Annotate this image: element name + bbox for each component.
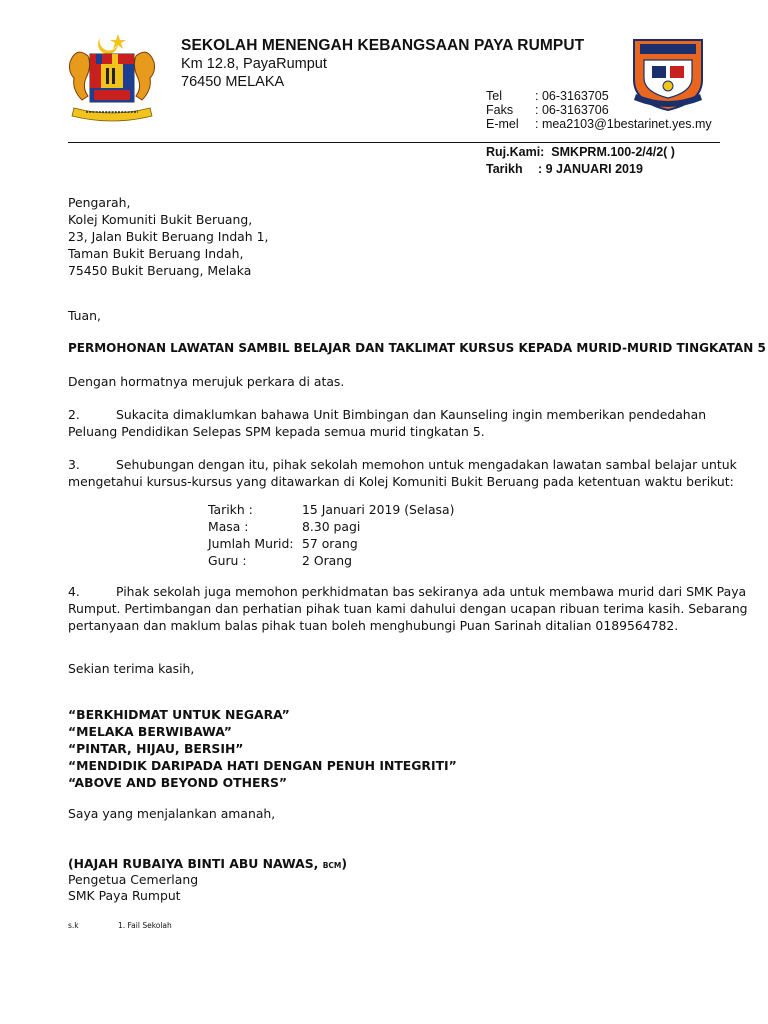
slogan-2: “MELAKA BERWIBAWA” xyxy=(68,724,232,739)
closing-line: Sekian terima kasih, xyxy=(68,661,195,676)
slogan-4: “MENDIDIK DARIPADA HATI DENGAN PENUH INTEGRITI” xyxy=(68,758,457,773)
signatory-title: Pengetua Cemerlang xyxy=(68,872,199,887)
detail-guru-value: 2 Orang xyxy=(302,553,352,568)
detail-jumlah-label: Jumlah Murid: xyxy=(208,536,294,551)
salutation: Tuan, xyxy=(68,308,101,323)
recipient-line-5: 75450 Bukit Beruang, Melaka xyxy=(68,263,252,278)
sk-label: s.k xyxy=(68,921,79,930)
email-value: : mea2103@1bestarinet.yes.my xyxy=(535,117,712,131)
paragraph-3-line-1: Sehubungan dengan itu, pihak sekolah memohon untuk mengadakan lawatan sambal belajar untuk xyxy=(116,457,737,472)
paragraph-2-number: 2. xyxy=(68,407,80,422)
fax-label: Faks xyxy=(486,103,514,117)
letter-subject: PERMOHONAN LAWATAN SAMBIL BELAJAR DAN TAKLIMAT KURSUS KEPADA MURID-MURID TINGKATAN 5 xyxy=(68,341,766,355)
amanah-line: Saya yang menjalankan amanah, xyxy=(68,806,276,821)
recipient-line-4: Taman Bukit Beruang Indah, xyxy=(68,246,244,261)
signatory-name-main: (HAJAH RUBAIYA BINTI ABU NAWAS, xyxy=(68,856,323,871)
contact-tel xyxy=(486,89,609,103)
slogan-3: “PINTAR, HIJAU, BERSIH” xyxy=(68,741,244,756)
sk-item: 1. Fail Sekolah xyxy=(118,921,172,930)
slogan-5: “ABOVE AND BEYOND OTHERS” xyxy=(68,775,288,790)
paragraph-4-number: 4. xyxy=(68,584,80,599)
paragraph-4-line-1: Pihak sekolah juga memohon perkhidmatan bas sekiranya ada untuk membawa murid dari SMK Paya xyxy=(116,584,747,599)
school-address-line-1: Km 12.8, PayaRumput xyxy=(181,56,327,72)
signatory-award: BCM xyxy=(322,861,342,870)
signatory-name-close: ) xyxy=(341,856,348,871)
paragraph-4-line-3: pertanyaan dan maklum balas pihak tuan boleh menghubungi Puan Sarinah ditalian 0189564782. xyxy=(68,618,679,633)
school-logo xyxy=(622,38,714,112)
school-name: SEKOLAH MENENGAH KEBANGSAAN PAYA RUMPUT xyxy=(181,37,585,54)
paragraph-2-line-2: Peluang Pendidikan Selepas SPM kepada semua murid tingkatan 5. xyxy=(68,424,485,439)
letter-date xyxy=(486,162,643,176)
letterhead-divider xyxy=(68,142,720,143)
school-address-line-2: 76450 MELAKA xyxy=(181,74,285,90)
reference-number xyxy=(486,145,675,159)
signatory-school: SMK Paya Rumput xyxy=(68,888,181,903)
tel-label: Tel xyxy=(486,89,502,103)
detail-guru-label: Guru : xyxy=(208,553,247,568)
ref-value: SMKPRM.100-2/4/2( ) xyxy=(551,145,675,159)
recipient-line-3: 23, Jalan Bukit Beruang Indah 1, xyxy=(68,229,269,244)
paragraph-2-line-1: Sukacita dimaklumkan bahawa Unit Bimbingan dan Kaunseling ingin memberikan pendedahan xyxy=(116,407,707,422)
detail-masa-label: Masa : xyxy=(208,519,249,534)
slogan-1: “BERKHIDMAT UNTUK NEGARA” xyxy=(68,707,290,722)
ref-label: Ruj.Kami: xyxy=(486,145,545,159)
recipient-line-2: Kolej Komuniti Bukit Beruang, xyxy=(68,212,253,227)
fax-value: : 06-3163706 xyxy=(535,103,609,117)
jata-negara-crest xyxy=(66,28,158,122)
recipient-line-1: Pengarah, xyxy=(68,195,131,210)
detail-tarikh-label: Tarikh : xyxy=(208,502,253,517)
contact-fax xyxy=(486,103,609,117)
detail-jumlah-value: 57 orang xyxy=(302,536,358,551)
detail-masa-value: 8.30 pagi xyxy=(302,519,361,534)
paragraph-3-number: 3. xyxy=(68,457,80,472)
date-label: Tarikh xyxy=(486,162,523,176)
date-value: : 9 JANUARI 2019 xyxy=(538,162,643,176)
tel-value: : 06-3163705 xyxy=(535,89,609,103)
paragraph-4-line-2: Rumput. Pertimbangan dan perhatian pihak tuan kami dahului dengan ucapan ribuan terima kasih. Sebarang xyxy=(68,601,748,616)
opening-line: Dengan hormatnya merujuk perkara di atas. xyxy=(68,374,345,389)
contact-email xyxy=(486,117,712,131)
email-label: E-mel xyxy=(486,117,519,131)
detail-tarikh-value: 15 Januari 2019 (Selasa) xyxy=(302,502,455,517)
paragraph-3-line-2: mengetahui kursus-kursus yang ditawarkan di Kolej Komuniti Bukit Beruang pada ketentuan waktu berikut: xyxy=(68,474,734,489)
